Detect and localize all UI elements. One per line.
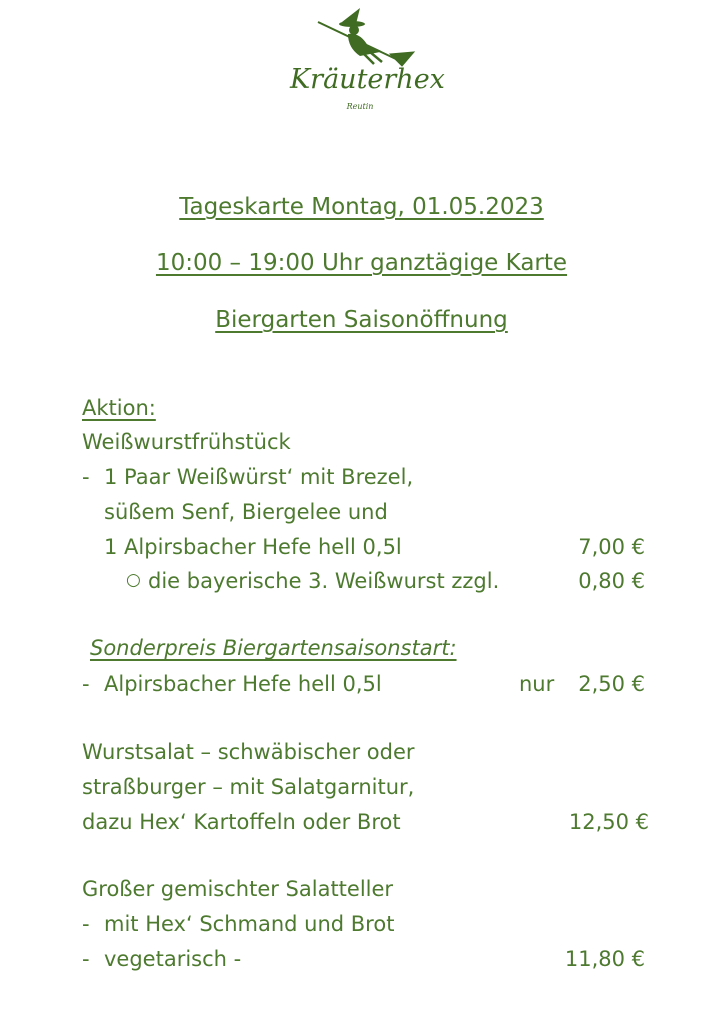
opening-hours: 10:00 – 19:00 Uhr ganztägige Karte (155, 250, 568, 276)
salat-price: 11,80 € (564, 947, 645, 971)
aktion-label: Aktion: (82, 396, 156, 420)
page-title: Tageskarte Montag, 01.05.2023 (179, 194, 544, 220)
witch-icon (290, 8, 430, 68)
salat-line-2: vegetarisch - (104, 947, 242, 971)
sonder-nur: nur (519, 672, 555, 696)
sonder-item: Alpirsbacher Hefe hell 0,5l (104, 672, 382, 696)
aktion-line-3: 1 Alpirsbacher Hefe hell 0,5l (104, 535, 402, 559)
salat-name: Großer gemischter Salatteller (82, 877, 394, 901)
aktion-extra-price: 0,80 € (578, 569, 645, 593)
salat-line-1: mit Hex‘ Schmand und Brot (104, 912, 395, 936)
aktion-extra: die bayerische 3. Weißwurst zzgl. (148, 569, 500, 593)
wurstsalat-line-3: dazu Hex‘ Kartoffeln oder Brot (82, 810, 401, 834)
aktion-name: Weißwurstfrühstück (82, 430, 291, 454)
wurstsalat-line-1: Wurstsalat – schwäbischer oder (82, 740, 415, 764)
salat-dash-2: - (82, 947, 90, 971)
sonder-price: 2,50 € (578, 672, 645, 696)
logo-name: Kräuterhex (290, 64, 445, 95)
aktion-dash: - (82, 465, 90, 489)
aktion-line-1: 1 Paar Weißwürst‘ mit Brezel, (104, 465, 414, 489)
aktion-price: 7,00 € (578, 535, 645, 559)
sonder-label: Sonderpreis Biergartensaisonstart: (90, 636, 457, 660)
salat-dash-1: - (82, 912, 90, 936)
wurstsalat-price: 12,50 € (568, 810, 649, 834)
sonder-dash: - (82, 672, 90, 696)
wurstsalat-line-2: straßburger – mit Salatgarnitur, (82, 775, 415, 799)
logo-sub: Reutin (346, 102, 374, 111)
bullet-icon: ○ (126, 570, 141, 590)
page-subtitle: Biergarten Saisonöffnung (215, 307, 508, 333)
logo (290, 8, 445, 118)
aktion-line-2: süßem Senf, Biergelee und (104, 500, 388, 524)
